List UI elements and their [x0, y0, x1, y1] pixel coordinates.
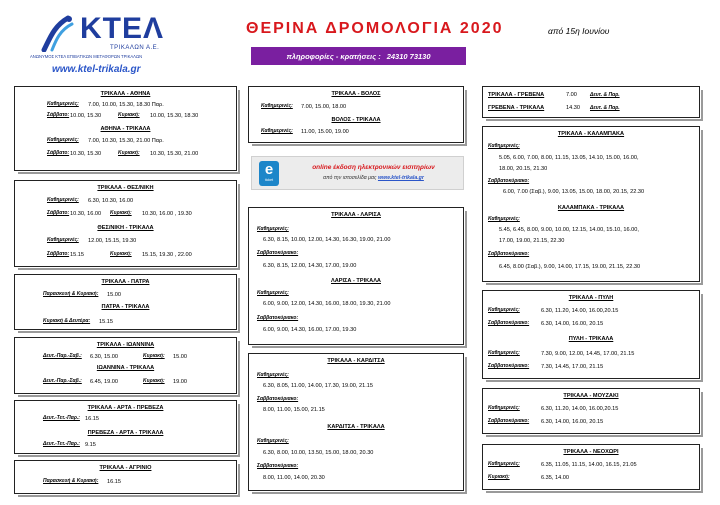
departure-times: 9.15 [85, 442, 96, 448]
days-label: Σάββατο: [47, 251, 70, 257]
departure-times: 10.30, 16.00 [70, 211, 102, 217]
departure-times: 6.35, 14.00 [541, 475, 569, 481]
days-label: Καθημερινές: [257, 226, 289, 232]
departure-times: 15.00 [173, 354, 187, 360]
departure-times: 11.00, 15.00, 19.00 [301, 129, 349, 135]
days-label: Δευτ.-Τετ.-Παρ.: [43, 415, 80, 421]
days-label: Καθημερινές: [257, 438, 289, 444]
departure-times: 15.15, 19.30 , 22.00 [142, 252, 192, 258]
departure-times: 10.00, 15.30, 18.30 [150, 113, 199, 119]
route-title: ΤΡΙΚΑΛΑ - ΘΕΣ/ΝΙΚΗ [97, 185, 154, 191]
days-label: Δευτ. & Παρ. [590, 92, 620, 98]
departure-times: 19.00 [173, 379, 187, 385]
route-title: ΙΩΑΝΝΙΝΑ - ΤΡΙΚΑΛΑ [96, 365, 155, 371]
route-box-athina [14, 86, 237, 171]
departure-times: 6.35, 11.05, 11.15, 14.00, 16.15, 21.05 [541, 462, 637, 468]
route-box-neochori [482, 444, 700, 490]
route-title: ΠΡΕΒΕΖΑ - ΑΡΤΑ - ΤΡΙΚΑΛΑ [87, 430, 164, 436]
days-label: Καθημερινές: [261, 103, 293, 109]
route-box-volos [248, 86, 464, 143]
route-title: ΤΡΙΚΑΛΑ - ΑΘΗΝΑ [100, 91, 151, 97]
departure-times: 6.00, 9.00, 14.30, 16.00, 17.00, 19.30 [263, 327, 357, 333]
route-box-larisa [248, 207, 464, 345]
departure-times: 12.00, 15.15, 19.30 [88, 238, 137, 244]
days-label: Δευτ.-Τετ.-Παρ.: [43, 441, 80, 447]
ktel-logo[interactable] [30, 12, 230, 82]
route-title: ΤΡΙΚΑΛΑ - ΓΡΕΒΕΝΑ [488, 92, 545, 98]
eticket-headline: online έκδοση ηλεκτρονικών εισιτηρίων [312, 164, 435, 171]
route-title: ΠΑΤΡΑ - ΤΡΙΚΑΛΑ [101, 304, 150, 310]
route-title: ΚΑΛΑΜΠΑΚΑ - ΤΡΙΚΑΛΑ [557, 205, 625, 211]
website-link[interactable]: www.ktel-trikala.gr [52, 64, 141, 75]
departure-times: 15.15 [99, 319, 113, 325]
departure-times: 5.05, 6.00, 7.00, 8.00, 11.15, 13.05, 14.10, 15.00, 16.00, [499, 155, 639, 161]
eticket-subline: από την ιστοσελίδα μας www.ktel-trikala.gr [323, 175, 424, 181]
departure-times: 18.00, 20.15, 21.30 [499, 166, 548, 172]
effective-date: από 15η Ιουνίου [548, 26, 610, 36]
departure-times: 7.00, 10.30, 15.30, 21.00 Παρ. [88, 138, 164, 144]
days-label: Παρασκευή & Κυριακή: [43, 291, 99, 297]
days-label: Κυριακή: [118, 112, 140, 118]
days-label: Κυριακή: [143, 353, 165, 359]
departure-times: 6.30, 11.20, 14.00, 16.00,20.15 [541, 406, 619, 412]
days-label: Κυριακή: [118, 150, 140, 156]
departure-times: 16.15 [85, 416, 99, 422]
days-label: Καθημερινές: [488, 405, 520, 411]
departure-times: 6.30, 8.15, 12.00, 14.30, 17.00, 19.00 [263, 263, 357, 269]
departure-times: 14.30 [566, 105, 580, 111]
days-label: Καθημερινές: [47, 137, 79, 143]
departure-times: 6.30, 14.00, 16.00, 20.15 [541, 419, 604, 425]
eticket-icon: e ticket [259, 161, 279, 186]
departure-times: 7.00, 10.00, 15.30, 18.30 Παρ. [88, 102, 164, 108]
days-label: Σαββατοκύριακο: [488, 320, 530, 326]
route-title: ΤΡΙΚΑΛΑ - ΝΕΟΧΩΡΙ [563, 449, 619, 455]
logo-description: ΑΝΩΝΥΜΟΣ ΚΤΕΛ ΕΠΙΒΑΤΙΚΩΝ ΜΕΤΑΦΟΡΩΝ ΤΡΙΚΑΛΩΝ [30, 54, 143, 59]
route-title: ΒΟΛΟΣ - ΤΡΙΚΑΛΑ [331, 117, 381, 123]
route-title: ΓΡΕΒΕΝΑ - ΤΡΙΚΑΛΑ [488, 105, 545, 111]
days-label: Δευτ.-Παρ.-Σαβ.: [43, 353, 82, 359]
days-label: Κυριακή: [110, 251, 132, 257]
departure-times: 7.30, 14.45, 17.00, 21.15 [541, 364, 604, 370]
route-title: ΤΡΙΚΑΛΑ - ΚΑΛΑΜΠΑΚΑ [557, 131, 625, 137]
days-label: Καθημερινές: [488, 307, 520, 313]
departure-times: 17.00, 19.00, 21.15, 22.30 [499, 238, 565, 244]
departure-times: 6.30, 8.05, 11.00, 14.00, 17.30, 19.00, 21.15 [263, 383, 373, 389]
departure-times: 15.00 [107, 292, 121, 298]
route-title: ΤΡΙΚΑΛΑ - ΛΑΡΙΣΑ [331, 212, 381, 218]
route-box-kalampaka [482, 126, 700, 282]
departure-times: 6.30, 11.20, 14.00, 16.00,20.15 [541, 308, 619, 314]
departure-times: 7.00, 15.00, 18.00 [301, 104, 347, 110]
days-label: Καθημερινές: [261, 128, 293, 134]
route-title: ΘΕΣ/ΝΙΚΗ - ΤΡΙΚΑΛΑ [97, 225, 154, 231]
departure-times: 6.45, 19.00 [90, 379, 118, 385]
days-label: Καθημερινές: [47, 101, 79, 107]
road-logo-icon [40, 14, 76, 52]
route-title: ΤΡΙΚΑΛΑ - ΜΟΥΖΑΚΙ [563, 393, 619, 399]
departure-times: 8.00, 11.00, 15.00, 21.15 [263, 407, 325, 413]
days-label: Δευτ. & Παρ. [590, 105, 620, 111]
departure-times: 8.00, 11.00, 14.00, 20.30 [263, 475, 325, 481]
days-label: Κυριακή: [143, 378, 165, 384]
days-label: Σαββατοκύριακο: [257, 396, 299, 402]
page-title: ΘΕΡΙΝΑ ΔΡΟΜΟΛΟΓΙΑ 2020 [246, 20, 504, 37]
route-title: ΑΘΗΝΑ - ΤΡΙΚΑΛΑ [100, 126, 151, 132]
days-label: Κυριακή & Δευτέρα: [43, 318, 91, 324]
departure-times: 6.30, 10.30, 16.00 [88, 198, 134, 204]
days-label: Δευτ.-Παρ.-Σαβ.: [43, 378, 82, 384]
departure-times: 7.00 [566, 92, 577, 98]
days-label: Καθημερινές: [488, 143, 520, 149]
days-label: Σαββατοκύριακο: [257, 315, 299, 321]
departure-times: 6.45, 8.00 (Σαβ.), 9.00, 14.00, 17.15, 19.00, 21.15, 22.30 [499, 264, 641, 270]
days-label: Σάββατο: [47, 210, 70, 216]
route-box-pyli [482, 290, 700, 379]
logo-city: ΤΡΙΚΑΛΩΝ Α.Ε. [110, 45, 160, 51]
route-title: ΠΥΛΗ - ΤΡΙΚΑΛΑ [568, 336, 614, 342]
route-title: ΤΡΙΚΑΛΑ - ΒΟΛΟΣ [331, 91, 381, 97]
days-label: Καθημερινές: [47, 237, 79, 243]
route-box-preveza [14, 400, 237, 454]
days-label: Καθημερινές: [257, 290, 289, 296]
days-label: Σαββατοκύριακο: [488, 178, 530, 184]
contact-label: πληροφορίες - κρατήσεις : [286, 51, 381, 61]
departure-times: 6.30, 14.00, 16.00, 20.15 [541, 321, 604, 327]
route-title: ΤΡΙΚΑΛΑ - ΠΥΛΗ [568, 295, 614, 301]
days-label: Σάββατο: [47, 112, 70, 118]
contact-phone[interactable]: 24310 73130 [386, 51, 431, 61]
days-label: Καθημερινές: [488, 216, 520, 222]
days-label: Σαββατοκύριακο: [257, 463, 299, 469]
departure-times: 10.30, 15.30, 21.00 [150, 151, 199, 157]
departure-times: 6.30, 8.00, 10.00, 13.50, 15.00, 18.00, 20.30 [263, 450, 374, 456]
days-label: Καθημερινές: [257, 372, 289, 378]
departure-times: 7.30, 9.00, 12.00, 14.45, 17.00, 21.15 [541, 351, 635, 357]
route-title: ΤΡΙΚΑΛΑ - ΠΑΤΡΑ [101, 279, 150, 285]
route-title: ΤΡΙΚΑΛΑ - ΑΡΤΑ - ΠΡΕΒΕΖΑ [87, 405, 164, 411]
eticket-link[interactable]: www.ktel-trikala.gr [377, 175, 424, 181]
departure-times: 16.15 [107, 479, 121, 485]
route-title: ΛΑΡΙΣΑ - ΤΡΙΚΑΛΑ [331, 278, 381, 284]
route-title: ΤΡΙΚΑΛΑ - ΙΩΑΝΝΙΝΑ [96, 342, 155, 348]
route-title: ΚΑΡΔΙΤΣΑ - ΤΡΙΚΑΛΑ [327, 424, 385, 430]
days-label: Παρασκευή & Κυριακή: [43, 478, 99, 484]
days-label: Σαββατοκύριακο: [488, 251, 530, 257]
days-label: Σαββατοκύριακο: [488, 418, 530, 424]
days-label: Σάββατο: [47, 150, 70, 156]
logo-wordmark: ΚΤΕΛ [80, 12, 165, 45]
route-title: ΤΡΙΚΑΛΑ - ΚΑΡΔΙΤΣΑ [327, 358, 385, 364]
route-title: ΤΡΙΚΑΛΑ - ΑΓΡΙΝΙΟ [99, 465, 152, 471]
days-label: Καθημερινές: [47, 197, 79, 203]
days-label: Σαββατοκύριακο: [257, 250, 299, 256]
departure-times: 15.15 [70, 252, 84, 258]
departure-times: 5.45, 6.45, 8.00, 9.00, 10.00, 12.15, 14.00, 15.10, 16.00, [499, 227, 639, 233]
days-label: Καθημερινές: [488, 461, 520, 467]
route-box-patra [14, 274, 237, 330]
days-label: Καθημερινές: [488, 350, 520, 356]
days-label: Σαββατοκύριακο: [488, 363, 530, 369]
route-box-mouzaki [482, 388, 700, 434]
route-box-thessaloniki [14, 180, 237, 267]
route-box-agrinio [14, 460, 237, 494]
route-box-grevena [482, 86, 700, 118]
departure-times: 6.30, 8.15, 10.00, 12.00, 14.30, 16.30, 19.00, 21.00 [263, 237, 391, 243]
departure-times: 10.30, 16.00 , 19.30 [142, 211, 192, 217]
days-label: Κυριακή: [110, 210, 132, 216]
route-box-karditsa [248, 353, 464, 491]
departure-times: 6.30, 15.00 [90, 354, 118, 360]
departure-times: 6.00, 9.00, 12.00, 14.30, 16.00, 18.00, 19.30, 21.00 [263, 301, 391, 307]
days-label: Κυριακή: [488, 474, 510, 480]
departure-times: 10.30, 15.30 [70, 151, 102, 157]
route-box-ioannina [14, 337, 237, 394]
departure-times: 10.00, 15.30 [70, 113, 102, 119]
eticket-banner[interactable] [251, 156, 464, 190]
departure-times: 6.00, 7.00 (Σαβ.), 9.00, 13.05, 15.00, 18.00, 20.15, 22.30 [503, 189, 645, 195]
contact-bar [251, 47, 466, 65]
